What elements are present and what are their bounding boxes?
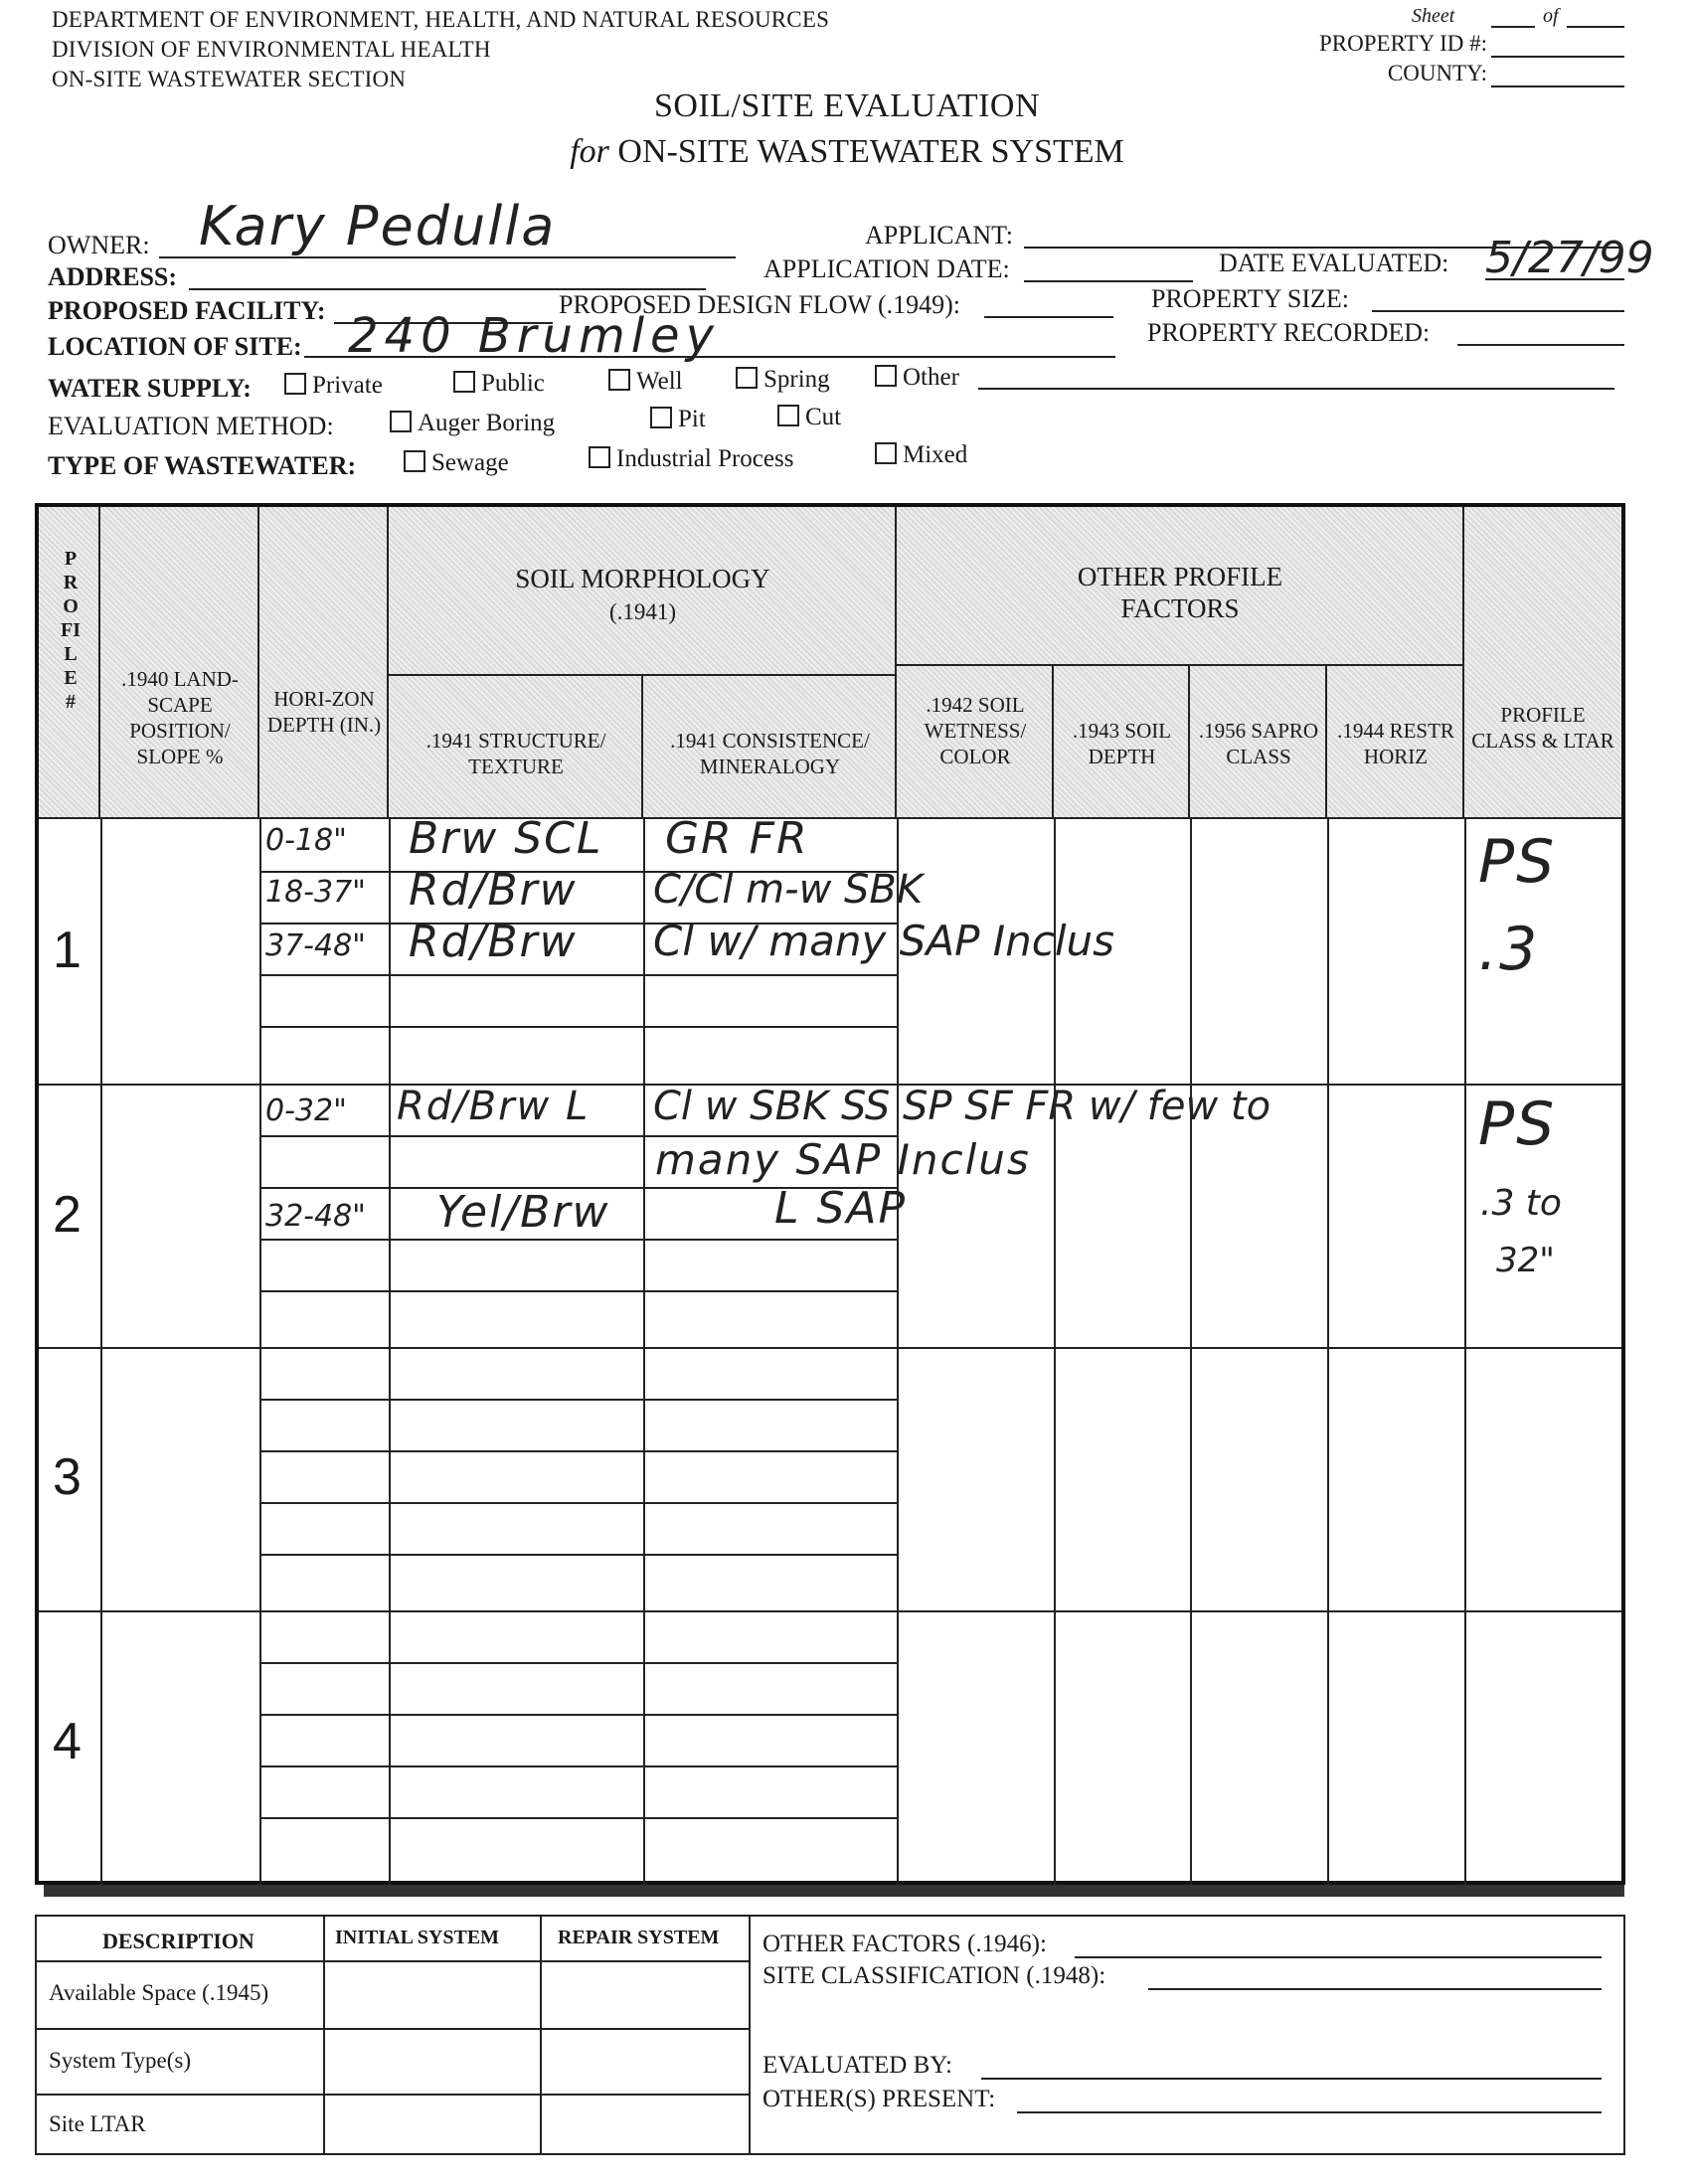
form-title: SOIL/SITE EVALUATION: [653, 87, 1041, 124]
p1-r2-depth: 18-37": [265, 875, 366, 910]
section-name: ON-SITE WASTEWATER SECTION: [52, 67, 407, 91]
date-evaluated-value: 5/27/99: [1485, 233, 1654, 283]
soil-morph-sub: (.1941): [608, 599, 677, 624]
water-supply-label: WATER SUPPLY:: [48, 374, 252, 403]
wetness-header: [897, 666, 1054, 819]
profile-2-number: 2: [53, 1186, 82, 1244]
row-line: [259, 974, 897, 976]
location-label: LOCATION OF SITE:: [48, 332, 302, 361]
dept-name: DEPARTMENT OF ENVIRONMENT, HEALTH, AND NATURAL RESOURCES: [52, 7, 830, 32]
col-line: [1327, 819, 1329, 1885]
row-line: [259, 1817, 897, 1819]
evaluated-by-field[interactable]: [981, 2078, 1602, 2080]
landscape-header: [100, 507, 259, 819]
p2-r1-structure: Rd/Brw L: [397, 1084, 591, 1129]
structure-header-text: .1941 STRUCTURE/ TEXTURE: [425, 729, 606, 778]
profile-table: [35, 503, 1625, 1885]
profile-4-number: 4: [53, 1713, 82, 1770]
profile-class-header-text: PROFILE CLASS & LTAR: [1471, 703, 1614, 753]
of-line[interactable]: [1567, 26, 1624, 28]
repair-system-header: REPAIR SYSTEM: [558, 1927, 720, 1948]
soil-morph-title: SOIL MORPHOLOGY: [515, 564, 770, 593]
col-line: [1054, 819, 1056, 1885]
p1-r2-structure: Rd/Brw: [409, 865, 578, 916]
address-label: ADDRESS:: [48, 262, 178, 291]
horizon-header: [259, 507, 389, 819]
summary-box: [35, 1915, 1625, 2155]
water-other-option[interactable]: [875, 364, 959, 392]
row-line: [37, 1960, 749, 1962]
p2-r1-depth: 0-32": [265, 1093, 347, 1128]
ww-mixed-option[interactable]: [875, 441, 967, 469]
property-id-label: PROPERTY ID #:: [1318, 31, 1487, 56]
p2-r3-structure: Yel/Brw: [436, 1187, 610, 1238]
profile-num-header-text: PROFILE #: [61, 548, 81, 713]
col-line: [100, 819, 102, 1885]
restr-header: [1327, 666, 1464, 819]
p1-r2-consistence: C/Cl m-w SBK: [653, 867, 924, 913]
sapro-header: [1190, 666, 1327, 819]
row-line: [259, 1450, 897, 1452]
ww-mixed-checkbox[interactable]: [875, 442, 897, 464]
profile-3-number: 3: [53, 1448, 82, 1506]
others-present-label: OTHER(S) PRESENT:: [762, 2086, 996, 2112]
profile-num-header: [39, 507, 100, 819]
water-spring-text: Spring: [763, 366, 830, 393]
ww-industrial-text: Industrial Process: [616, 445, 794, 472]
col-line: [749, 1917, 751, 2153]
row-line: [259, 1290, 897, 1292]
property-recorded-label: PROPERTY RECORDED:: [1147, 318, 1431, 347]
owner-label: OWNER:: [48, 231, 150, 259]
water-well-option[interactable]: [608, 368, 683, 396]
initial-system-header: INITIAL SYSTEM: [335, 1927, 500, 1948]
water-other-checkbox[interactable]: [875, 365, 897, 387]
application-date-field[interactable]: [1024, 280, 1193, 282]
description-header: DESCRIPTION: [102, 1929, 254, 1953]
site-classification-field[interactable]: [1148, 1988, 1602, 1990]
horizon-header-text: HORI-ZON DEPTH (IN.): [266, 687, 382, 737]
eval-pit-checkbox[interactable]: [650, 407, 672, 428]
col-line: [897, 819, 899, 1885]
p1-class: PS: [1478, 827, 1557, 897]
design-flow-label: PROPOSED DESIGN FLOW (.1949):: [559, 290, 960, 319]
property-id-field[interactable]: [1491, 56, 1624, 58]
p2-r1-consistence: Cl w SBK SS SP SF FR w/ few to: [653, 1084, 1271, 1129]
p2-r3-depth: 32-48": [265, 1199, 366, 1234]
water-private-checkbox[interactable]: [284, 373, 306, 395]
eval-pit-text: Pit: [678, 406, 706, 432]
profile-1-number: 1: [53, 922, 82, 979]
other-factors-header: [897, 507, 1464, 666]
form-subtitle: [0, 133, 1694, 171]
sheet-label: Sheet: [1412, 5, 1455, 27]
p2-class: PS: [1478, 1090, 1557, 1159]
site-ltar-label: Site LTAR: [49, 2111, 146, 2136]
system-types-label: System Type(s): [49, 2048, 191, 2073]
water-other-field[interactable]: [978, 388, 1614, 390]
col-line: [540, 1917, 542, 2153]
eval-method-label: EVALUATION METHOD:: [48, 412, 334, 440]
row-line: [259, 1026, 897, 1028]
water-spring-checkbox[interactable]: [736, 367, 758, 389]
property-size-field[interactable]: [1372, 310, 1624, 312]
ww-sewage-option[interactable]: [404, 449, 509, 477]
row-line: [259, 1662, 897, 1664]
p1-r1-structure: Brw SCL: [409, 813, 603, 864]
p1-r1-consistence: GR FR: [665, 813, 809, 864]
subtitle-text: ON-SITE WASTEWATER SYSTEM: [617, 133, 1124, 170]
design-flow-field[interactable]: [984, 316, 1113, 318]
others-present-field[interactable]: [1017, 2111, 1602, 2113]
eval-auger-text: Auger Boring: [418, 410, 556, 436]
water-public-checkbox[interactable]: [453, 371, 475, 393]
row-line: [259, 1554, 897, 1556]
ww-sewage-checkbox[interactable]: [404, 450, 425, 472]
proposed-facility-label: PROPOSED FACILITY:: [48, 296, 326, 325]
property-size-label: PROPERTY SIZE:: [1151, 284, 1349, 313]
profile-divider: [39, 1347, 1621, 1349]
row-line: [259, 1239, 897, 1241]
profile-divider: [39, 1610, 1621, 1612]
p2-ltar-note: 32": [1496, 1241, 1555, 1280]
property-recorded-field[interactable]: [1457, 344, 1624, 346]
structure-header: [389, 676, 643, 819]
of-label: of: [1543, 5, 1559, 27]
wetness-header-text: .1942 SOIL WETNESS/ COLOR: [924, 693, 1027, 768]
soil-morph-header: [389, 507, 897, 676]
water-public-option[interactable]: [453, 370, 545, 398]
row-line: [37, 2094, 749, 2096]
col-line: [1190, 819, 1192, 1885]
consistence-header-text: .1941 CONSISTENCE/ MINERALOGY: [670, 729, 870, 778]
ww-mixed-text: Mixed: [903, 441, 968, 468]
water-private-option[interactable]: [284, 372, 383, 400]
date-evaluated-label: DATE EVALUATED:: [1219, 249, 1449, 277]
consistence-header: [643, 676, 897, 819]
other-factors-label: OTHER FACTORS (.1946):: [762, 1931, 1047, 1957]
table-bottom-bar: [44, 1885, 1624, 1897]
row-line: [259, 1399, 897, 1401]
site-classification-label: SITE CLASSIFICATION (.1948):: [762, 1962, 1106, 1989]
eval-cut-checkbox[interactable]: [777, 405, 799, 426]
p1-r3-structure: Rd/Brw: [409, 917, 578, 967]
subtitle-for: for: [570, 133, 609, 170]
p1-r3-consistence: Cl w/ many SAP Inclus: [653, 917, 1115, 965]
restr-header-text: .1944 RESTR HORIZ: [1337, 719, 1454, 768]
applicant-label: APPLICANT:: [865, 221, 1013, 250]
eval-cut-option[interactable]: [777, 404, 841, 431]
col-line: [259, 819, 261, 1885]
ww-sewage-text: Sewage: [431, 449, 509, 476]
ww-industrial-option[interactable]: [589, 445, 793, 473]
sheet-line[interactable]: [1491, 26, 1535, 28]
location-value: 240 Brumley: [348, 308, 720, 364]
owner-value: Kary Pedulla: [199, 195, 557, 257]
p2-r3-consistence: L SAP: [774, 1183, 908, 1234]
water-other-text: Other: [903, 364, 959, 391]
other-factors-title: OTHER PROFILE FACTORS: [1077, 562, 1283, 623]
row-line: [259, 1502, 897, 1504]
water-public-text: Public: [481, 370, 545, 397]
col-line: [389, 819, 391, 1885]
eval-auger-option[interactable]: [390, 410, 555, 437]
other-factors-field[interactable]: [1075, 1956, 1602, 1958]
water-well-checkbox[interactable]: [608, 369, 630, 391]
row-line: [37, 2028, 749, 2030]
col-line: [323, 1917, 325, 2153]
soil-depth-header: [1054, 666, 1190, 819]
p2-r2-consistence: many SAP Inclus: [655, 1135, 1031, 1184]
water-well-text: Well: [636, 368, 683, 395]
col-line: [643, 819, 645, 1885]
row-line: [259, 1714, 897, 1716]
eval-cut-text: Cut: [805, 404, 842, 430]
water-private-text: Private: [312, 372, 383, 399]
profile-class-header: [1464, 507, 1621, 819]
county-label: COUNTY:: [1387, 61, 1487, 85]
row-line: [259, 1765, 897, 1767]
available-space-label: Available Space (.1945): [49, 1980, 269, 2005]
p1-r3-depth: 37-48": [265, 928, 366, 963]
wastewater-label: TYPE OF WASTEWATER:: [48, 451, 357, 480]
p1-ltar: .3: [1478, 915, 1540, 984]
p2-ltar: .3 to: [1480, 1183, 1562, 1224]
landscape-header-text: .1940 LAND-SCAPE POSITION/ SLOPE %: [121, 667, 239, 768]
water-spring-option[interactable]: [736, 366, 830, 394]
ww-industrial-checkbox[interactable]: [589, 446, 610, 468]
eval-pit-option[interactable]: [650, 406, 706, 433]
division-name: DIVISION OF ENVIRONMENTAL HEALTH: [52, 37, 491, 62]
soil-depth-header-text: .1943 SOIL DEPTH: [1072, 719, 1172, 768]
p1-r1-depth: 0-18": [265, 823, 347, 858]
evaluated-by-label: EVALUATED BY:: [762, 2052, 952, 2079]
col-line: [1464, 819, 1466, 1885]
eval-auger-checkbox[interactable]: [390, 411, 412, 432]
application-date-label: APPLICATION DATE:: [763, 254, 1010, 283]
sapro-header-text: .1956 SAPRO CLASS: [1198, 719, 1319, 768]
